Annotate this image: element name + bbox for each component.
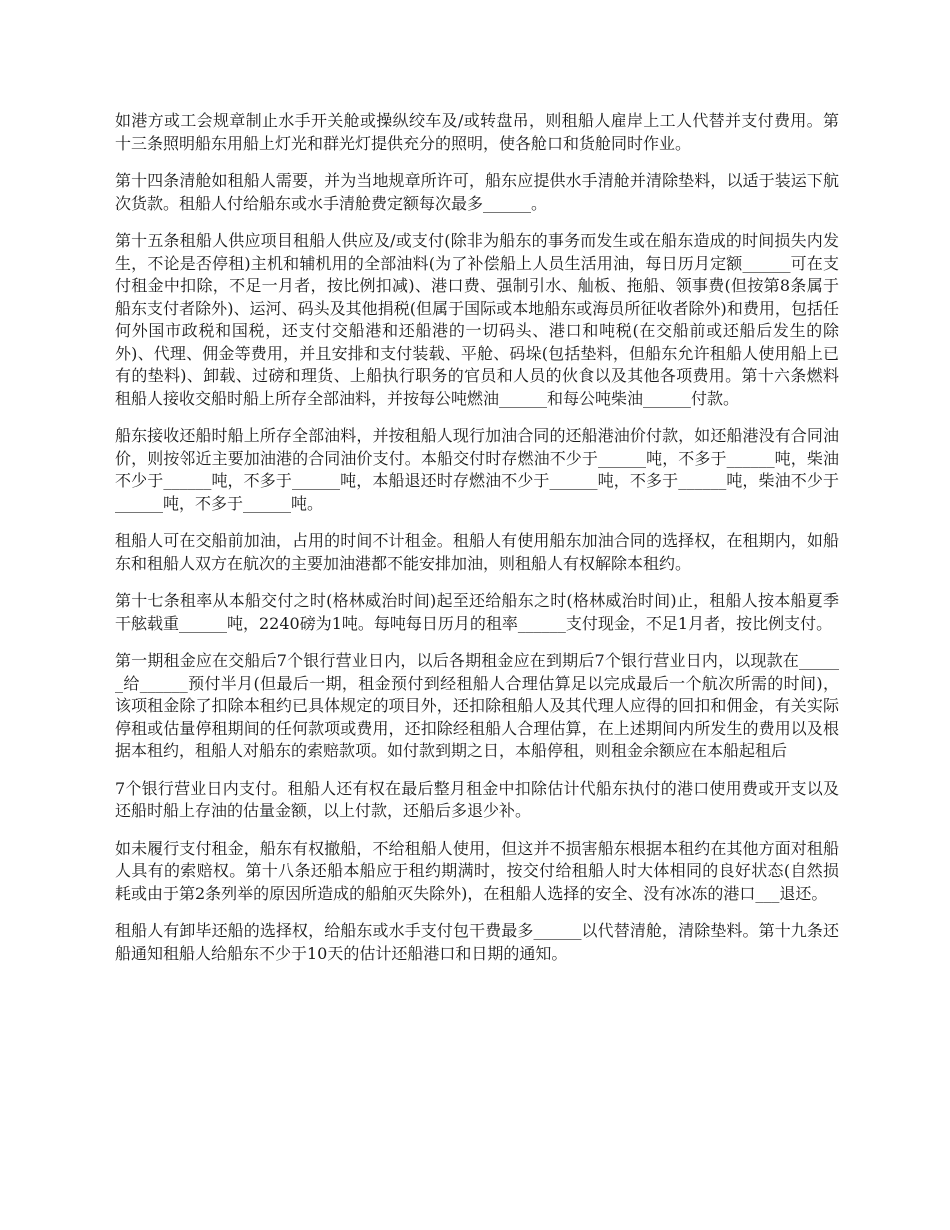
paragraph-redelivery-bunkers: 船东接收还船时船上所存全部油料，并按租船人现行加油合同的还船港油价付款，如还船港没有合同油价，则按邻近主要加油港的合同油价支付。本船交付时存燃油不少于______吨，不多于______吨，柴油不少于______吨，不多于______吨，本船退还时存燃油不少于______吨，不多于______吨，柴油不少于______吨，不多于______吨。	[115, 426, 839, 513]
paragraph-hatch-lighting: 如港方或工会规章制止水手开关舱或操纵绞车及/或转盘吊，则租船人雇岸上工人代替并支付费用。第十三条照明船东用船上灯光和群光灯提供充分的照明，使各舱口和货舱同时作业。	[115, 111, 839, 153]
paragraph-bunkering-option: 租船人可在交船前加油，占用的时间不计租金。租船人有使用船东加油合同的选择权，在租期内，如船东和租船人双方在航次的主要加油港都不能安排加油，则租船人有权解除本租约。	[115, 531, 839, 573]
paragraph-charterer-provisions: 第十五条租船人供应项目租船人供应及/或支付(除非为船东的事务而发生或在船东造成的时间损失内发生，不论是否停租)主机和辅机用的全部油料(为了补偿船上人员生活用油，每日历月定额______可在支付租金中扣除，不足一月者，按比例扣减)、港口费、强制引水、舢板、拖船、领事费(但按第8条属于船东支付者除外)、运河、码头及其他捐税(但属于国际或本地船东或海员所征收者除外)和费用，包括任何外国市政税和国税，还支付交船港和还船港的一切码头、港口和吨税(在交船前或还船后发生的除外)、代理、佣金等费用，并且安排和支付装载、平舱、码垛(包括垫料，但船东允许租船人使用船上已有的垫料)、卸载、过磅和理货、上船执行职务的官员和人员的伙食以及其他各项费用。第十六条燃料租船人接收交船时船上所存全部油料，并按每公吨燃油______和每公吨柴油______付款。	[115, 231, 839, 408]
paragraph-withdrawal-redelivery: 如未履行支付租金，船东有权撤船，不给租船人使用，但这并不损害船东根据本租约在其他方面对租船人具有的索赔权。第十八条还船本船应于租约期满时，按交付给租船人时大体相同的良好状态(自然损耗或由于第2条列举的原因所造成的船舶灭失除外)，在租船人选择的安全、没有冰冻的港口___退还。	[115, 838, 839, 903]
paragraph-redelivery-notice: 租船人有卸毕还船的选择权，给船东或水手支付包干费最多______以代替清舱，清除垫料。第十九条还船通知租船人给船东不少于10天的估计还船港口和日期的通知。	[115, 921, 839, 963]
paragraph-hire-payment: 第一期租金应在交船后7个银行营业日内，以后各期租金应在到期后7个银行营业日内，以现款在______给______预付半月(但最后一期，租金预付到经租船人合理估算足以完成最后一个航次所需的时间)，该项租金除了扣除本租约已具体规定的项目外，还扣除租船人及其代理人应得的回扣和佣金，有关实际停租或估量停租期间的任何款项或费用，还扣除经租船人合理估算，在上述期间内所发生的费用以及根据本租约，租船人对船东的索赔款项。如付款到期之日，本船停租，则租金余额应在本船起租后	[115, 651, 839, 760]
paragraph-hire-rate: 第十七条租率从本船交付之时(格林威治时间)起至还给船东之时(格林威治时间)止，租船人按本船夏季干舷载重______吨，2240磅为1吨。每吨每日历月的租率______支付现金，不足1月者，按比例支付。	[115, 591, 839, 633]
paragraph-hold-cleaning: 第十四条清舱如租船人需要，并为当地规章所许可，船东应提供水手清舱并清除垫料，以适于装运下航次货款。租船人付给船东或水手清舱费定额每次最多______。	[115, 171, 839, 213]
document-page	[115, 110, 839, 980]
paragraph-final-payment: 7个银行营业日内支付。租船人还有权在最后整月租金中扣除估计代船东执付的港口使用费或开支以及还船时船上存油的估量金额，以上付款，还船后多退少补。	[115, 778, 839, 820]
